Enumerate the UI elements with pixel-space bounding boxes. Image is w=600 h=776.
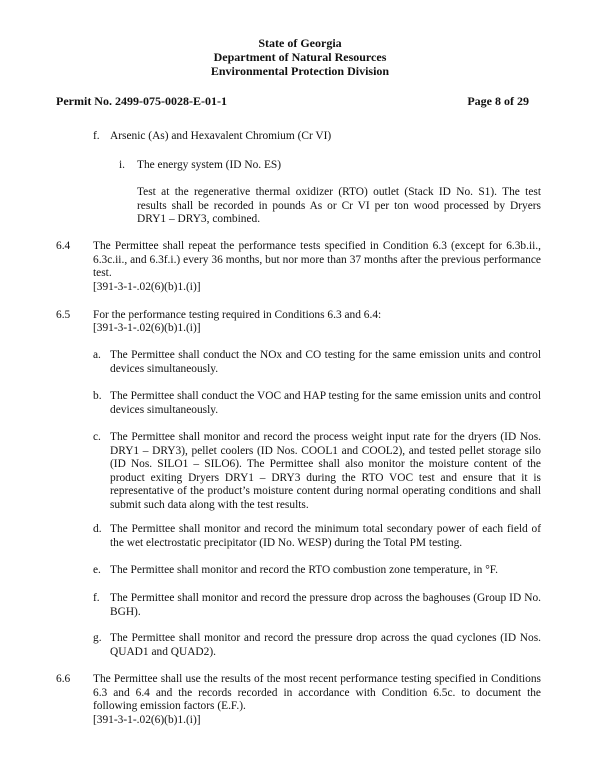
condition-6-4-reference: [391-3-1-.02(6)(b)1.(i)] bbox=[93, 281, 201, 293]
item-g-text: The Permittee shall monitor and record the pressure drop across the quad cyclones (ID Nos. QUAD1 and QUAD2). bbox=[110, 632, 541, 658]
item-d-label: d. bbox=[93, 523, 102, 535]
condition-6-5-text: For the performance testing required in Conditions 6.3 and 6.4: bbox=[93, 309, 382, 321]
item-g-label: g. bbox=[93, 632, 102, 644]
item-a-text: The Permittee shall conduct the NOx and CO testing for the same emission units and control devices simultaneously. bbox=[110, 349, 541, 375]
item-f-text: Arsenic (As) and Hexavalent Chromium (Cr VI) bbox=[110, 130, 332, 142]
item-f-i-text: The energy system (ID No. ES) bbox=[137, 159, 282, 171]
condition-6-5-reference: [391-3-1-.02(6)(b)1.(i)] bbox=[93, 322, 201, 334]
condition-6-6-text: The Permittee shall use the results of the most recent performance testing specified in Conditions 6.3 and 6.4 and the records recorded in accordance with Condition 6.5c. to document the following emission factors (E.F.). bbox=[93, 673, 541, 713]
item-f-i-label: i. bbox=[119, 159, 126, 171]
condition-6-4-text: The Permittee shall repeat the performance tests specified in Condition 6.3 (except for 6.3b.ii., 6.3c.ii., and 6.3f.i.) every 36 months, but nor more than 37 months after the previous performance test. bbox=[93, 240, 541, 280]
item-f-i-body: Test at the regenerative thermal oxidizer (RTO) outlet (Stack ID No. S1). The test results shall be recorded in pounds As or Cr VI per ton wood processed by Dryers DRY1 – DRY3, combined. bbox=[137, 186, 541, 226]
item-e-label: e. bbox=[93, 564, 101, 576]
item-e-text: The Permittee shall monitor and record the RTO combustion zone temperature, in °F. bbox=[110, 564, 499, 576]
header-department: Department of Natural Resources bbox=[213, 50, 387, 64]
condition-6-6-reference: [391-3-1-.02(6)(b)1.(i)] bbox=[93, 714, 201, 726]
item-f2-label: f. bbox=[93, 592, 100, 604]
page-number: Page 8 of 29 bbox=[467, 94, 529, 108]
header-division: Environmental Protection Division bbox=[210, 64, 390, 78]
condition-6-4-label: 6.4 bbox=[56, 240, 71, 252]
item-c-text: The Permittee shall monitor and record the process weight input rate for the dryers (ID Nos. DRY1 – DRY3), pellet coolers (ID Nos. COOL1 and COOL2), and tested pellet storage silo (ID Nos. SILO1 – SILO6). The Permittee shall also monitor the moisture content of the product exiting Dryers DRY1 – DRY3 during the RTO VOC test and ensure that it is representative of the product’s moisture content during normal operating conditions and shall submit such data along with the test results. bbox=[110, 431, 541, 511]
item-f2-text: The Permittee shall monitor and record the pressure drop across the baghouses (Group ID No. BGH). bbox=[110, 592, 541, 618]
header-state: State of Georgia bbox=[258, 36, 342, 50]
item-a-label: a. bbox=[93, 349, 101, 361]
condition-6-6-label: 6.6 bbox=[56, 673, 71, 685]
item-b-text: The Permittee shall conduct the VOC and HAP testing for the same emission units and control devices simultaneously. bbox=[110, 390, 541, 416]
permit-number: Permit No. 2499-075-0028-E-01-1 bbox=[56, 94, 227, 108]
item-f-label: f. bbox=[93, 130, 100, 142]
item-b-label: b. bbox=[93, 390, 102, 402]
condition-6-5-label: 6.5 bbox=[56, 309, 71, 321]
item-d-text: The Permittee shall monitor and record the minimum total secondary power of each field of the wet electrostatic precipitator (ID No. WESP) during the Total PM testing. bbox=[110, 523, 541, 549]
item-c-label: c. bbox=[93, 431, 101, 443]
